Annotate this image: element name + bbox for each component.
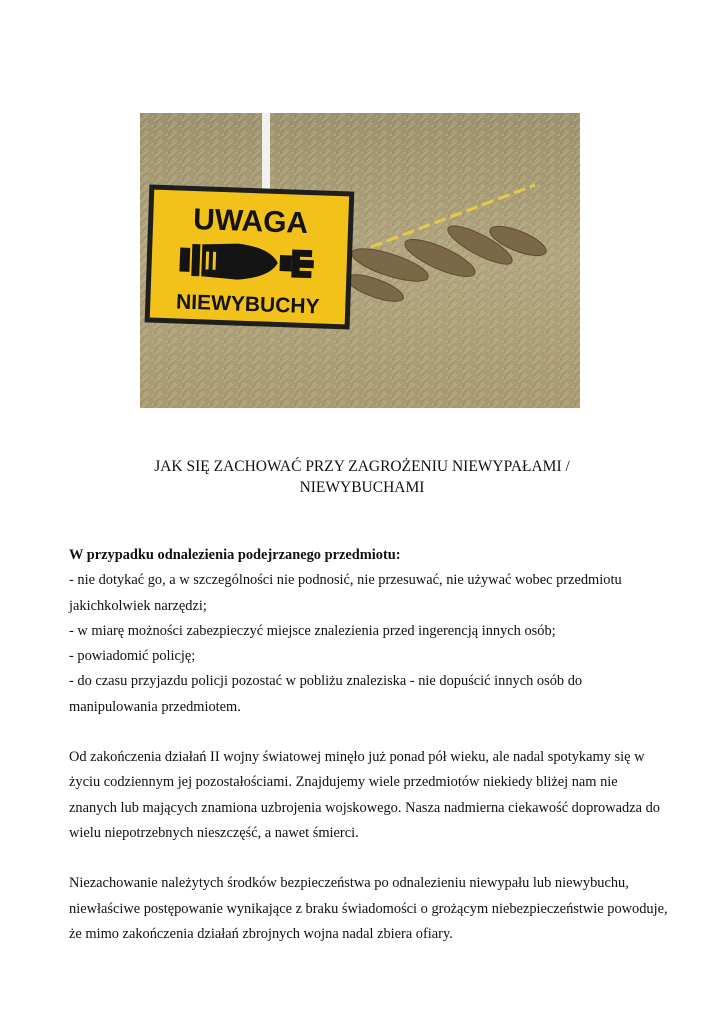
page-title xyxy=(60,456,664,498)
sign-subtitle-text: NIEWYBUCHY xyxy=(175,290,320,319)
paragraph-history: Od zakończenia działań II wojny światowej minęło już ponad pół wieku, ale nadal spotykamy się w życiu codziennym jej pozostałościami. Znajdujemy wiele przedmiotów niekiedy bliżej nam nie znanych lub mających znamiona uzbrojenia wojskowego. Nasza nadmierna ciekawość doprowadza do wielu niepotrzebnych nieszczęść, a nawet śmierci. xyxy=(69,749,660,841)
instruction-item: - nie dotykać go, a w szczególności nie podnosić, nie przesuwać, nie używać wobec przedmiotu jakichkolwiek narzędzi; xyxy=(69,572,622,614)
instruction-item: - powiadomić policję; xyxy=(69,648,196,665)
warning-sign-photo xyxy=(140,113,580,408)
warning-sign xyxy=(145,184,355,329)
sign-pole xyxy=(262,113,270,193)
title-line-1: JAK SIĘ ZACHOWAĆ PRZY ZAGROŻENIU NIEWYPAŁAMI / xyxy=(154,458,570,475)
field-photo-illustration xyxy=(140,113,580,408)
instruction-item: - w miarę możności zabezpieczyć miejsce znalezienia przed ingerencją innych osób; xyxy=(69,622,556,639)
paragraph-warning: Niezachowanie należytych środków bezpieczeństwa po odnalezieniu niewypału lub niewybuchu, niewłaściwe postępowanie wynikające z braku świadomości o grożącym niebezpieczeństwie powoduje, że mimo zakończenia działań zbrojnych wojna nadal zbiera ofiary. xyxy=(69,875,668,942)
instructions-lead: W przypadku odnalezienia podejrzanego przedmiotu: xyxy=(69,547,401,563)
title-line-2: NIEWYBUCHAMI xyxy=(299,479,425,496)
sign-title-text: UWAGA xyxy=(192,203,309,241)
document-body xyxy=(69,543,669,947)
instruction-item: - do czasu przyjazdu policji pozostać w pobliżu znaleziska - nie dopuścić innych osób do manipulowania przedmiotem. xyxy=(69,673,583,715)
